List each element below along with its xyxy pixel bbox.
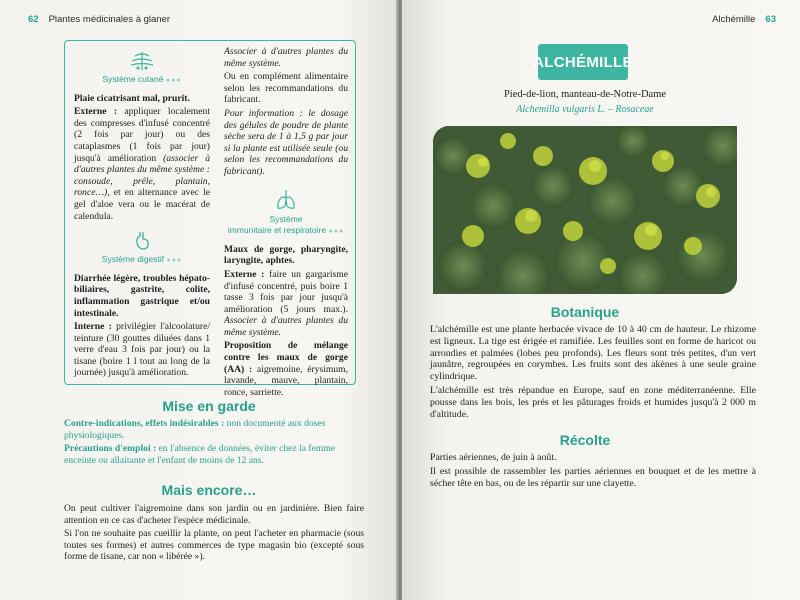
botanique-p1: L'alchémille est une plante herbacée vivace de 10 à 40 cm de hauteur. Le rhizome est ligneux. La tige est érigée et ramifiée. Les feuilles sont en forme de haricot ou arrondies et palmées (lobes peu profonds). Les fleurs sont très petites, d'un vert jaunâtre, regroupées en corymbes. Les fruits sont des akènes à une seule graine cylindrique. [430,324,756,383]
respiratoire-externe [224,269,348,339]
mais-encore-p1: On peut cultiver l'aigremoine dans son jardin ou en jardinière. Bien faire attention en ce cas d'acheter l'espèce médicinale. [64,503,364,526]
digestif-interne [74,321,210,379]
cutane-externe-italic: (associer à d'autres plantes du même système : consoude, prêle, plantain, ronce…) [74,152,210,199]
respiratoire-externe-label: Externe : [224,268,265,280]
proposition-text: aigremoine, érysimum, lavande, mauve, plantain, ronce, sarriette. [224,363,348,398]
alchemilla-photo [433,126,737,294]
right-running-header [712,14,776,25]
mais-encore-body [64,503,364,565]
ci-text: non documenté aux doses physiologiques. [64,418,326,441]
respiratoire-heading-line1: Système [269,213,303,224]
cutane-heading-text: Système cutané [102,74,164,84]
pe-label: Précautions d'emploi : [64,443,157,455]
mise-en-garde-title: Mise en garde [162,398,256,414]
digestif-condition: Diarrhée légère, troubles hépato-biliaires, gastrite, colite, inflammation gastrique et/ou intestinale. [74,272,210,319]
skin-icon [127,50,157,72]
recolte-body [430,452,756,491]
left-running-header [28,14,170,25]
pe-text: en l'absence de données, éviter chez la femme enceinte ou allaitante et l'enfant de moins de 12 ans. [64,443,336,466]
plant-illustration [433,126,737,294]
botanique-p2: L'alchémille est très répandue en Europe, sauf en zone méditerranéenne. Elle pousse dans les bois, les prés et les pâturages froids et humides jusqu'à 2 000 m d'altitude. [430,384,756,420]
proposition-label: Proposition de mélange contre les maux de gorge (AA) : [224,340,348,375]
recolte-title: Récolte [559,432,611,448]
botanique-title: Botanique [550,304,620,320]
respiratoire-externe-text: faire un gargarisme d'infusé concentré, puis boire 1 tasse 3 fois par jour jusqu'à amélioration (5 jours max.). [224,268,348,315]
plant-name-banner: ALCHÉMILLE [538,44,628,80]
cutane-condition: Plaie cicatrisant mal, prurit. [74,92,190,104]
box-left-column [74,50,210,381]
digestif-interne-text: privilégier l'alcoolature/ teinture (30 gouttes diluées dans 1 verre d'eau 3 fois par jour) ou la tisane (boire 1 l tout au long de la journée) jusqu'à amélioration. [74,321,211,379]
common-names: Pied-de-lion, manteau-de-Notre-Dame [503,89,667,100]
respiratoire-externe-italic: Associer à d'autres plantes du même système. [224,315,348,338]
digestif-dots: ●●● [166,257,183,265]
recolte-p1: Parties aériennes, de juin à août. [430,452,557,463]
left-page-number: 62 [28,14,39,25]
latin-name: Alchemilla vulgaris L. – Rosaceae [516,104,654,115]
dosage-info: Pour information : le dosage des gélules de poudre de plante sèche sera de 1 à 1,5 g par jour si la plante est utilisée seule (ou selon les recommandations du fabricant). [224,107,348,177]
ci-label: Contre-indications, effets indésirables : [64,418,225,429]
respiratoire-condition: Maux de gorge, pharyngite, laryngite, aphtes. [224,243,348,267]
cutane-heading [74,74,210,87]
digestif-interne-label: Interne : [74,321,112,333]
left-running-title: Plantes médicinales à glaner [48,14,171,25]
right-page-number: 63 [765,14,776,25]
cutane-externe-text: appliquer localement des compresses d'infusé concentré (2 fois par jour) ou des cataplasmes (1 fois par jour) jusqu'à amélioration [74,106,210,164]
cutane-externe-label: Externe : [74,106,118,118]
cutane-dots: ●●● [165,77,182,84]
stomach-icon [132,230,152,252]
respiratoire-heading-line2: immunitaire et respiratoire [227,225,327,236]
cutane-externe [74,106,210,222]
associer-note: Associer à d'autres plantes du même système. [224,46,348,69]
lungs-icon [274,188,298,212]
mais-encore-p2: Si l'on ne souhaite pas cueillir la plante, on peut l'acheter en pharmacie (sous toutes ses formes) et autres commerces de type magasin bio (excepté sous forme de tisane, car non « libérée »). [64,528,364,563]
digestif-heading-text: Système digestif [101,254,165,265]
proposition-melange [224,340,348,398]
left-page [0,0,398,600]
mais-encore-title: Mais encore… [161,482,257,498]
botanique-body [430,324,756,422]
digestif-heading [74,254,210,267]
complement-text: Ou en complément alimentaire selon les recommandations du fabricant. [224,71,348,106]
right-running-title: Alchémille [712,14,756,25]
mise-en-garde-body [64,418,364,468]
respiratoire-heading [224,214,348,238]
cutane-externe-end: , et en alternance avec le gel d'aloe vera ou le macérat de calendula. [74,187,210,222]
box-right-column [224,46,348,400]
respiratoire-dots: ●●● [328,228,345,236]
recolte-p2: Il est possible de rassembler les parties aériennes en bouquet et de les mettre à sécher tête en bas, ou de les répartir sur une clayette. [430,465,756,489]
